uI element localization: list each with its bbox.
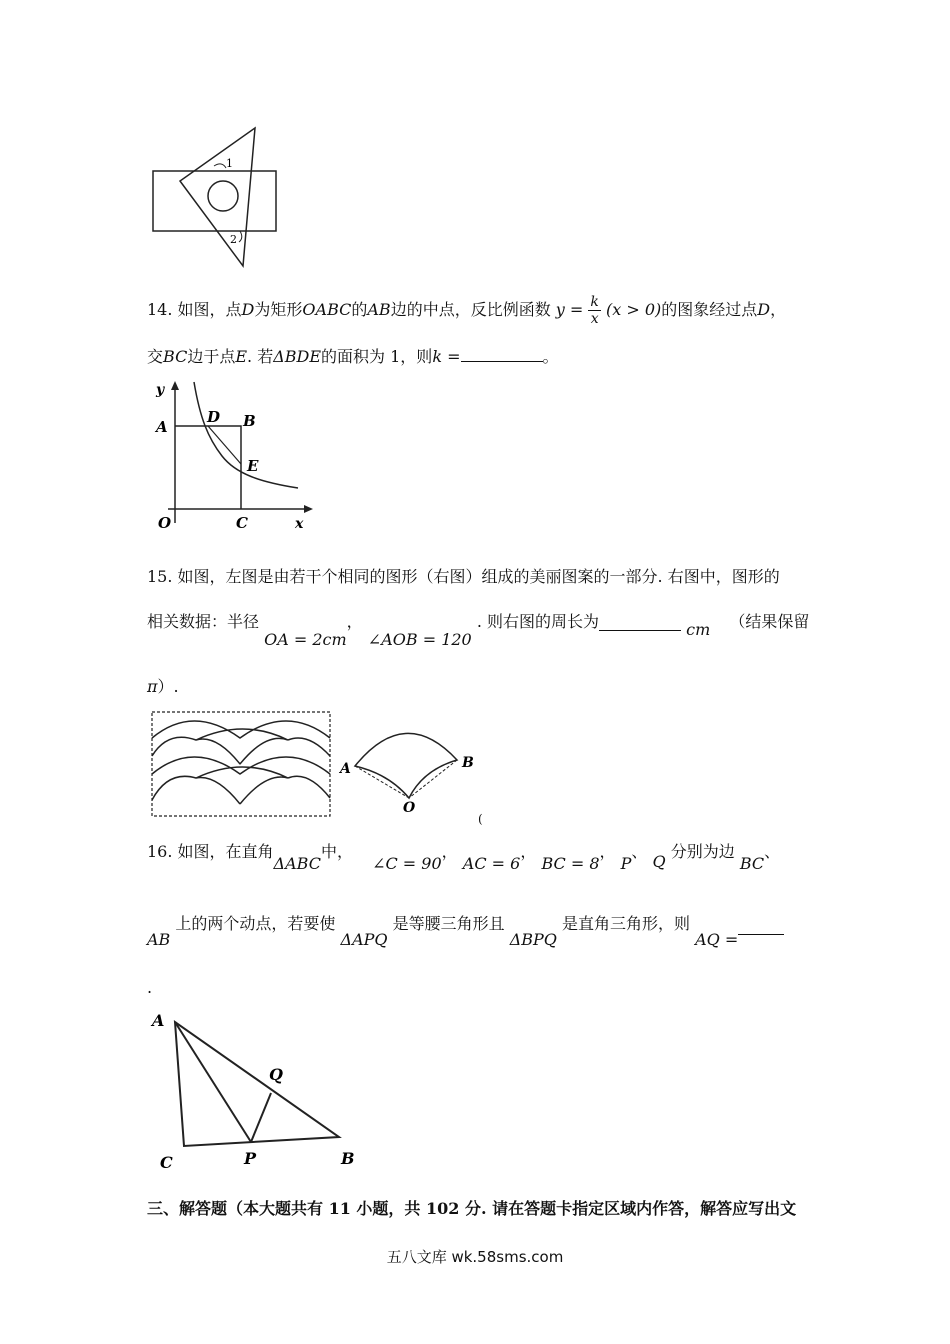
q16-P: P [620,854,632,873]
q14-func-cond: (x > 0) [606,300,662,319]
q14-BDE: ΔBDE [273,347,322,366]
q14-t1: 为矩形 [254,300,303,319]
q16-t3: 上的两个动点，若要使 [175,914,336,933]
q16-t5: 是直角三角形，则 [562,914,691,933]
q16-sep: 、 [631,842,648,861]
q15-label-B: B [462,755,474,771]
q14-fraction [588,294,600,327]
q14-hyperbola [194,382,298,488]
q15-OA: OA = 2cm [264,630,347,649]
q14-t2: 的 [351,300,368,319]
q14-D: D [241,300,255,319]
q14-AB: AB [367,300,391,319]
q14-frac-den: x [590,311,599,327]
q15-label-A: A [340,761,351,777]
q14-line2-b: 边于点 [187,347,236,366]
figure-q15-tile [335,722,485,814]
q13-label-2: 2 [230,233,237,246]
q14-D2: D [757,300,771,319]
q16-APQ: ΔAPQ [340,930,388,949]
q14-line1 [147,290,786,330]
q16-label-Q: Q [269,1065,283,1084]
q16-dot: . [147,978,153,997]
q14-t5: ， [770,300,787,319]
q16-t1: 中， [320,842,353,861]
q16-c1: ， [441,842,458,861]
q16-segment-AP [175,1022,251,1142]
q14-line2-c: . 若 [247,347,274,366]
q16-AB: AB [147,930,171,949]
q16-t2: 分别为边 [670,842,735,861]
q16-AQ: AQ = [695,930,739,949]
q14-label-y: y [156,382,165,398]
q14-frac-num: k [590,294,599,310]
q14-label-A: A [156,418,168,436]
section3-heading: 三、解答题（本大题共有 11 小题，共 102 分. 请在答题卡指定区域内作答，解答应写出文 [147,1199,797,1218]
q15-line3-end: ）. [157,677,179,696]
q14-label-D: D [207,408,221,426]
q16-prefix: 16. 如图，在直角 [147,842,274,861]
q15-line2-b: . 则右图的周长为 [476,612,600,631]
q15-pi: π [147,677,158,696]
q14-k-eq: k = [432,347,461,366]
q14-t4: 的图象经过点 [661,300,758,319]
q15-label-O: O [403,800,416,814]
q16-segment-PQ [251,1093,271,1142]
q15-line3 [147,674,179,697]
q16-sep2: 、 [764,842,781,861]
q14-line2-d: 的面积为 1，则 [321,347,433,366]
q15-stray-paren: ( [478,812,483,826]
q14-rectangle [175,426,241,509]
q14-line2 [147,344,559,367]
q13-triangle [180,128,255,266]
q15-line2-a: 相关数据：半径 [147,612,260,631]
q13-circle [208,181,238,211]
q15-comma: ， [346,612,363,631]
q14-label-C: C [236,514,248,532]
q16-label-A: A [152,1011,165,1030]
q16-answer-blank [738,914,784,935]
q16-angleC: ∠C = 90 [372,854,442,873]
q16-line1 [147,842,780,882]
q15-tile-outline [355,733,457,798]
q15-line2-c: （结果保留 [729,612,810,631]
q16-BC: BC = 8 [541,854,600,873]
figure-q13 [140,120,300,280]
q15-answer-blank [599,612,681,631]
q15-angle: ∠AOB = 120 [367,630,472,649]
figure-q14 [150,378,320,533]
q14-OABC: OABC [302,300,352,319]
q14-BC: BC [163,347,188,366]
q14-prefix: 14. 如图，点 [147,300,242,319]
q16-t4: 是等腰三角形且 [392,914,505,933]
q15-line2 [147,612,809,652]
q16-BPQ: ΔBPQ [509,930,557,949]
q16-label-B: B [341,1149,355,1168]
q14-label-B: B [243,412,256,430]
q16-c3: ， [599,842,616,861]
q15-unit: cm [686,620,711,639]
q13-rectangle [153,171,276,231]
q16-AC: AC = 6 [462,854,521,873]
q14-answer-blank [461,361,543,362]
figure-q16 [148,1008,358,1168]
q16-label-P: P [244,1149,257,1168]
q15-pattern-border [152,712,330,816]
footer-watermark: 五八文库 wk.58sms.com [386,1248,564,1266]
q14-line2-a: 交 [147,347,164,366]
q16-Q: Q [652,852,666,871]
q14-label-E: E [247,457,259,475]
q16-line2 [147,914,784,954]
q16-ABC: ΔABC [273,854,321,873]
q14-E: E [235,347,248,366]
q14-t3: 边的中点，反比例函数 [390,300,551,319]
q15-line1: 15. 如图，左图是由若干个相同的图形（右图）组成的美丽图案的一部分. 右图中，图形的 [147,567,780,586]
q16-BC2: BC [739,854,765,873]
q14-line2-end: 。 [542,347,559,366]
q14-func-y: y = [555,300,584,319]
q13-label-1: 1 [226,157,233,170]
figure-q15-pattern [148,708,334,822]
q16-label-C: C [160,1153,173,1168]
q14-label-x: x [295,516,304,532]
q14-label-O: O [158,514,172,532]
q16-c2: ， [520,842,537,861]
